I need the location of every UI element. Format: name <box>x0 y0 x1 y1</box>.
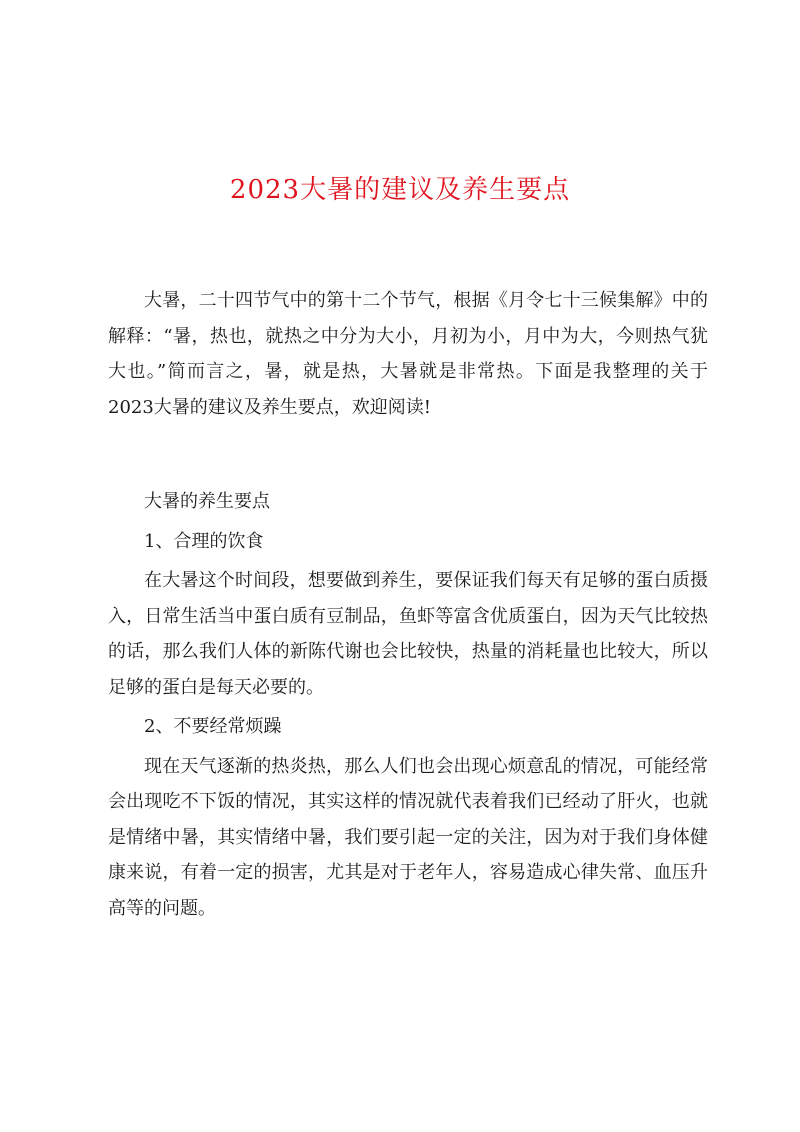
item-heading-diet: 1、合理的饮食 <box>144 530 264 552</box>
section-heading: 大暑的养生要点 <box>144 491 270 512</box>
document-title: 2023大暑的建议及养生要点 <box>229 175 571 205</box>
intro-paragraph: 大暑，二十四节气中的第十二个节气，根据《月令七十三候集解》中的解释：“暑，热也，就热之中分为大小，月初为小，月中为大，今则热气犹大也。”简而言之，暑，就是热，大暑就是非常热。下面是我整理的关于2023大暑的建议及养生要点，欢迎阅读! <box>108 290 708 418</box>
section-spacer <box>108 425 708 484</box>
item-heading-mood: 2、不要经常烦躁 <box>144 716 282 737</box>
item-body-mood: 现在天气逐渐的热炎热，那么人们也会出现心烦意乱的情况，可能经常会出现吃不下饭的情况，其实这样的情况就代表着我们已经动了肝火，也就是情绪中暑，其实情绪中暑，我们要引起一定的关注，因为对于我们身体健康来说，有着一定的损害，尤其是对于老年人，容易造成心律失常、血压升高等的问题。 <box>108 755 708 919</box>
document-body <box>108 283 708 930</box>
item-body-diet: 在大暑这个时间段，想要做到养生，要保证我们每天有足够的蛋白质摄入，日常生活当中蛋白质有豆制品，鱼虾等富含优质蛋白，因为天气比较热的话，那么我们人体的新陈代谢也会比较快，热量的消耗量也比较大，所以足够的蛋白是每天必要的。 <box>108 570 708 698</box>
